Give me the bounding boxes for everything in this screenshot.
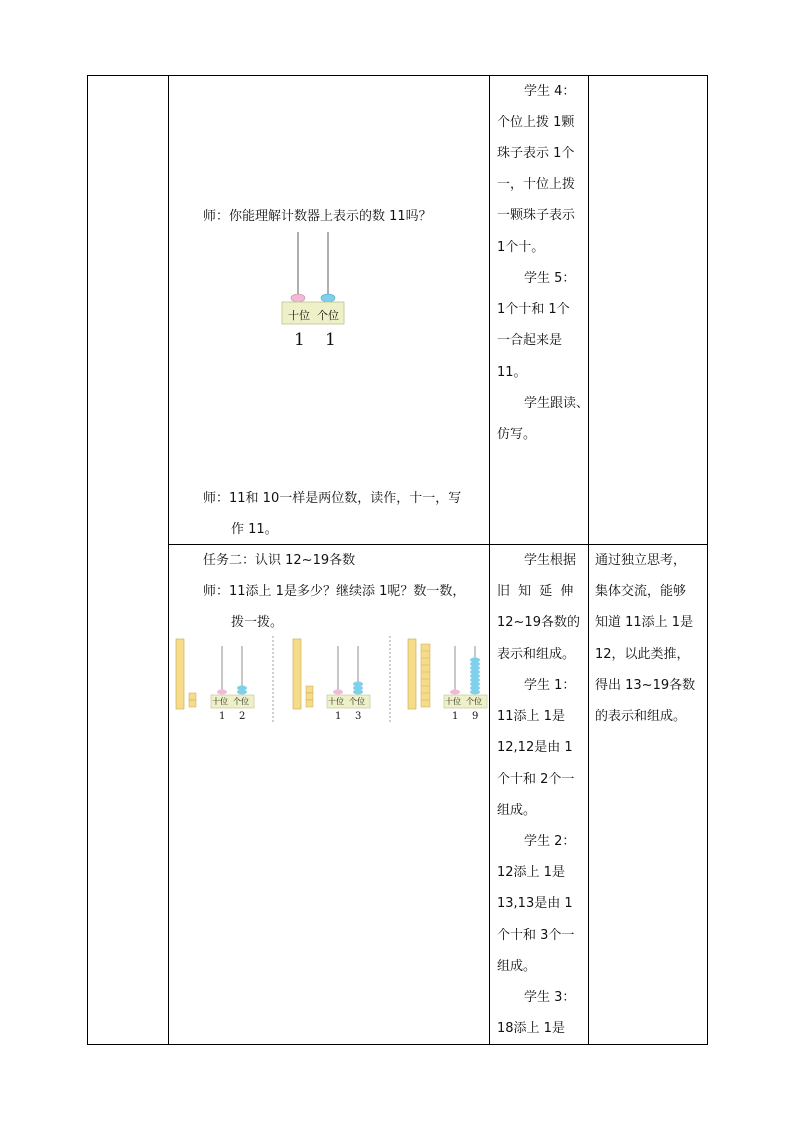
abacus-11	[280, 228, 350, 352]
student-line: 仿写。	[497, 427, 537, 442]
design-line: 得出 13~19各数	[595, 678, 696, 693]
panel-3-ones-label: 个位	[466, 697, 482, 706]
design-line: 知道 11添上 1是	[595, 615, 694, 630]
student-line: 组成。	[497, 803, 537, 818]
student-line: 个位上拨 1颗	[497, 115, 575, 130]
abacus-tens-label: 十位	[288, 309, 310, 322]
student-line: 1个十。	[497, 240, 545, 255]
student-line: 13,13是由 1	[497, 896, 573, 911]
teacher-question-line1: 师：11添上 1是多少？继续添 1呢？数一数，	[203, 584, 466, 599]
design-line: 集体交流，能够	[595, 584, 687, 599]
student-line: 个十和 2个一	[497, 772, 575, 787]
student-line: 12,12是由 1	[497, 740, 573, 755]
table-border-left	[87, 75, 88, 1045]
student-line: 11。	[497, 365, 527, 380]
task-two-title: 任务二：认识 12~19各数	[203, 553, 356, 568]
teacher-statement-line2: 作 11。	[231, 522, 278, 537]
student-line: 旧 知 延 伸	[497, 584, 576, 599]
abacus-ones-label: 个位	[317, 309, 339, 322]
student-line: 学生跟读、	[524, 396, 590, 411]
student-line: 一，十位上拨	[497, 177, 576, 192]
teacher-statement-line1: 师：11和 10一样是两位数，读作，十一，写	[203, 491, 462, 506]
student-line: 一颗珠子表示	[497, 208, 576, 223]
student-line: 11添上 1是	[497, 709, 565, 724]
student-line: 珠子表示 1个	[497, 146, 575, 161]
abacus-tens-digit: 1	[294, 330, 305, 350]
counting-panels-drawing	[170, 634, 488, 726]
student-line: 18添上 1是	[497, 1021, 565, 1036]
student-line: 12~19各数的	[497, 615, 580, 630]
teacher-question-line2: 拨一拨。	[231, 615, 284, 630]
panel-1-tens-digit: 1	[219, 711, 226, 722]
row-divider	[168, 544, 708, 545]
counting-panels	[170, 634, 488, 726]
student-line: 学生 5：	[524, 271, 576, 286]
design-line: 通过独立思考，	[595, 553, 687, 568]
student-line: 学生根据	[524, 553, 577, 568]
panel-1-tens-label: 十位	[212, 697, 228, 706]
panel-2-ones-digit: 3	[355, 711, 362, 722]
panel-3-tens-label: 十位	[445, 697, 461, 706]
column-divider-2	[489, 75, 490, 1045]
panel-3-tens-digit: 1	[452, 711, 459, 722]
student-line: 学生 2：	[524, 834, 576, 849]
panel-2-ones-label: 个位	[349, 697, 365, 706]
student-line: 一合起来是	[497, 333, 563, 348]
column-divider-1	[168, 75, 169, 1045]
student-line: 组成。	[497, 959, 537, 974]
student-line: 学生 3：	[524, 990, 576, 1005]
student-line: 个十和 3个一	[497, 928, 575, 943]
panel-2-tens-label: 十位	[328, 697, 344, 706]
table-border-right	[707, 75, 708, 1045]
panel-2-tens-digit: 1	[335, 711, 342, 722]
panel-1-ones-label: 个位	[233, 697, 249, 706]
column-divider-3	[588, 75, 589, 1045]
table-border-top	[87, 75, 708, 76]
student-line: 表示和组成。	[497, 647, 576, 662]
student-line: 12添上 1是	[497, 865, 565, 880]
panel-1-ones-digit: 2	[239, 711, 246, 722]
teacher-question-11: 师：你能理解计数器上表示的数 11吗？	[203, 209, 432, 224]
design-line: 的表示和组成。	[595, 709, 687, 724]
student-line: 学生 1：	[524, 678, 576, 693]
student-line: 1个十和 1个	[497, 302, 570, 317]
table-border-bottom	[87, 1044, 708, 1045]
design-line: 12，以此类推，	[595, 647, 690, 662]
panel-3-ones-digit: 9	[472, 711, 479, 722]
abacus-ones-digit: 1	[325, 330, 336, 350]
student-line: 学生 4：	[524, 84, 576, 99]
abacus-11-drawing	[280, 228, 350, 352]
